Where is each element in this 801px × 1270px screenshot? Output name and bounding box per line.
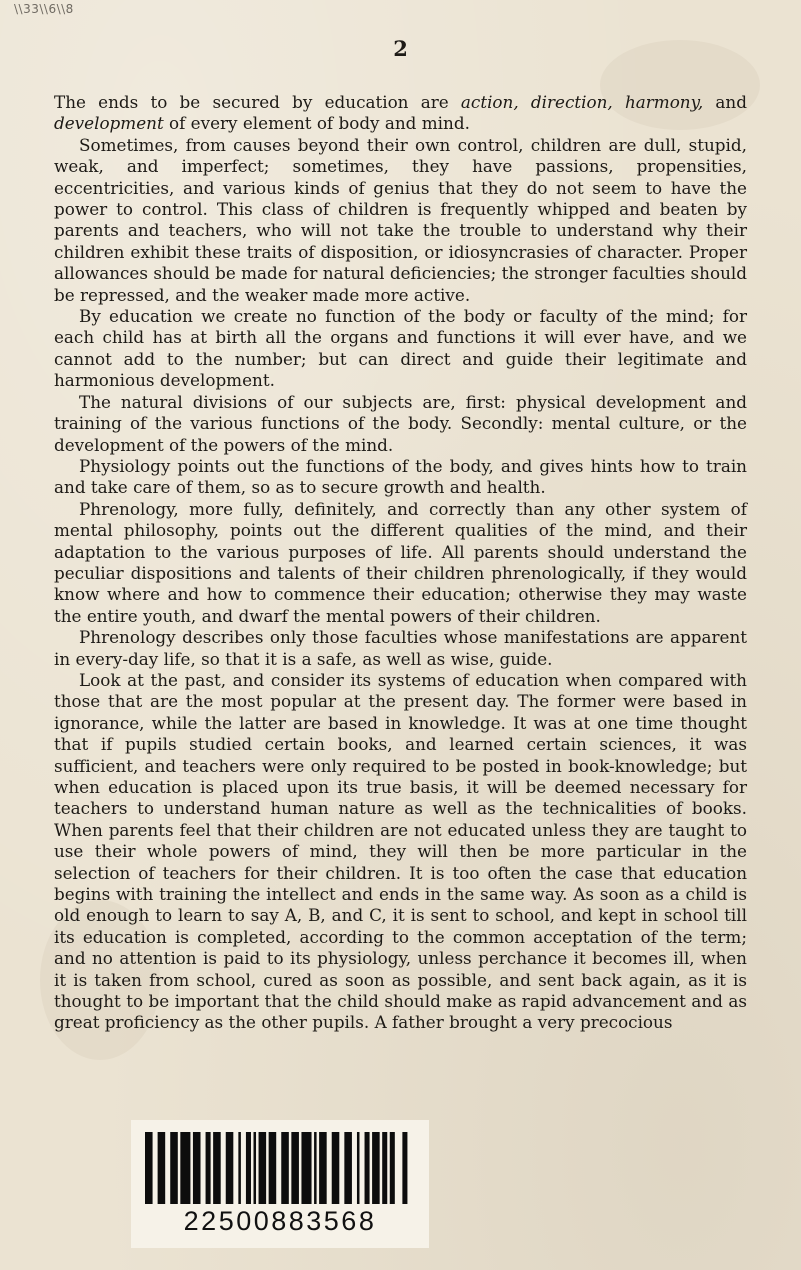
barcode-bar <box>145 1132 153 1204</box>
barcode-bar <box>269 1132 277 1204</box>
page-number: 2 <box>393 36 408 61</box>
paragraph-1-mid: and <box>703 92 747 112</box>
barcode-bar <box>206 1132 211 1204</box>
barcode-bar <box>193 1132 201 1204</box>
barcode-bar <box>372 1132 380 1204</box>
corner-mark: \\33\\6\\8 <box>14 2 74 16</box>
barcode-icon <box>143 1132 417 1204</box>
barcode-bar <box>332 1132 340 1204</box>
paragraph-1-tail: of every element of body and mind. <box>163 113 470 134</box>
paragraph-2: Sometimes, from causes beyond their own control, children are dull, stupid, weak, and imperfect; sometimes, they have passions, propensities, eccentricities, and various kinds of genius that they do not seem to have the power to control. This class of children is frequently whipped and beaten by parents and teachers, who will not take the trouble to understand why their children exhibit these traits of disposition, or idiosyncrasies of character. Proper allowances should be made for natural deficiencies; the stronger faculties should be repressed, and the weaker made more active. <box>54 134 747 305</box>
paragraph-1-emphasis-2: development <box>54 113 164 134</box>
barcode-bar <box>254 1132 257 1204</box>
paragraph-1 <box>54 92 747 135</box>
barcode-label <box>131 1120 429 1248</box>
paragraph-6: Phrenology, more fully, definitely, and correctly than any other system of mental philosophy, points out the different qualities of the mind, and their adaptation to the various purposes of life. All parents should understand the peculiar dispositions and talents of their children phrenologically, if they would know where and how to commence their education; otherwise they may waste the entire youth, and dwarf the mental powers of their children. <box>54 498 747 626</box>
paragraph-3: By education we create no function of the body or faculty of the mind; for each child has at birth all the organs and functions it will ever have, and we cannot add to the number; but can direct and guide their legitimate and harmonious development. <box>54 306 747 391</box>
barcode-bar <box>213 1132 221 1204</box>
paragraph-1-lead: The ends to be secured by education are <box>54 92 461 112</box>
barcode-bar <box>344 1132 352 1204</box>
barcode-bar <box>301 1132 311 1204</box>
barcode-bar <box>319 1132 327 1204</box>
barcode-bar <box>238 1132 241 1204</box>
barcode-bar <box>365 1132 370 1204</box>
paragraph-4: The natural divisions of our subjects are, first: physical development and training of the various functions of the body. Secondly: mental culture, or the development of the powers of the mind. <box>54 391 747 455</box>
paragraph-7: Phrenology describes only those faculties whose manifestations are apparent in every-day life, so that it is a safe, as well as wise, guide. <box>54 627 747 669</box>
barcode-bar <box>180 1132 190 1204</box>
barcode-bar <box>291 1132 299 1204</box>
barcode-bar <box>314 1132 317 1204</box>
barcode-bar <box>382 1132 387 1204</box>
barcode-bar <box>281 1132 289 1204</box>
barcode-bar <box>170 1132 178 1204</box>
barcode-bar <box>357 1132 360 1204</box>
barcode-number: 22500883568 <box>183 1206 377 1236</box>
barcode-bar <box>390 1132 395 1204</box>
paragraph-5: Physiology points out the functions of the body, and gives hints how to train and take care of them, so as to secure growth and health. <box>54 455 747 498</box>
barcode-bar <box>246 1132 251 1204</box>
paragraph-8: Look at the past, and consider its systems of education when compared with those that are the most popular at the present day. The former were based in ignorance, while the latter are based in knowledge. It was at one time thought that if pupils studied certain books, and learned certain sciences, it was sufficient, and teachers were only required to be posted in book-knowledge; but when education is placed upon its true basis, it will be deemed necessary for teachers to understand human nature as well as the technicalities of books. When parents feel that their children are not educated unless they are taught to use their whole powers of mind, they will then be more particular in the selection of teachers for their children. It is too often the case that education begins with training the intellect and ends in the same way. As soon as a child is old enough to learn to say A, B, and C, it is sent to school, and kept in school till its education is completed, according to the common acceptation of the term; and no attention is paid to its physiology, unless perchance it becomes ill, when it is taken from school, cured as soon as possible, and sent back again, as it is thought to be important that the child should make as rapid advancement and as great proficiency as the other pupils. A father brought a very precocious <box>54 669 747 1033</box>
paragraph-1-emphasis: action, direction, harmony, <box>460 92 704 112</box>
barcode-bar <box>259 1132 267 1204</box>
body-text <box>54 92 747 1034</box>
barcode-bar <box>158 1132 166 1204</box>
barcode-bar <box>402 1132 407 1204</box>
barcode-bar <box>226 1132 234 1204</box>
